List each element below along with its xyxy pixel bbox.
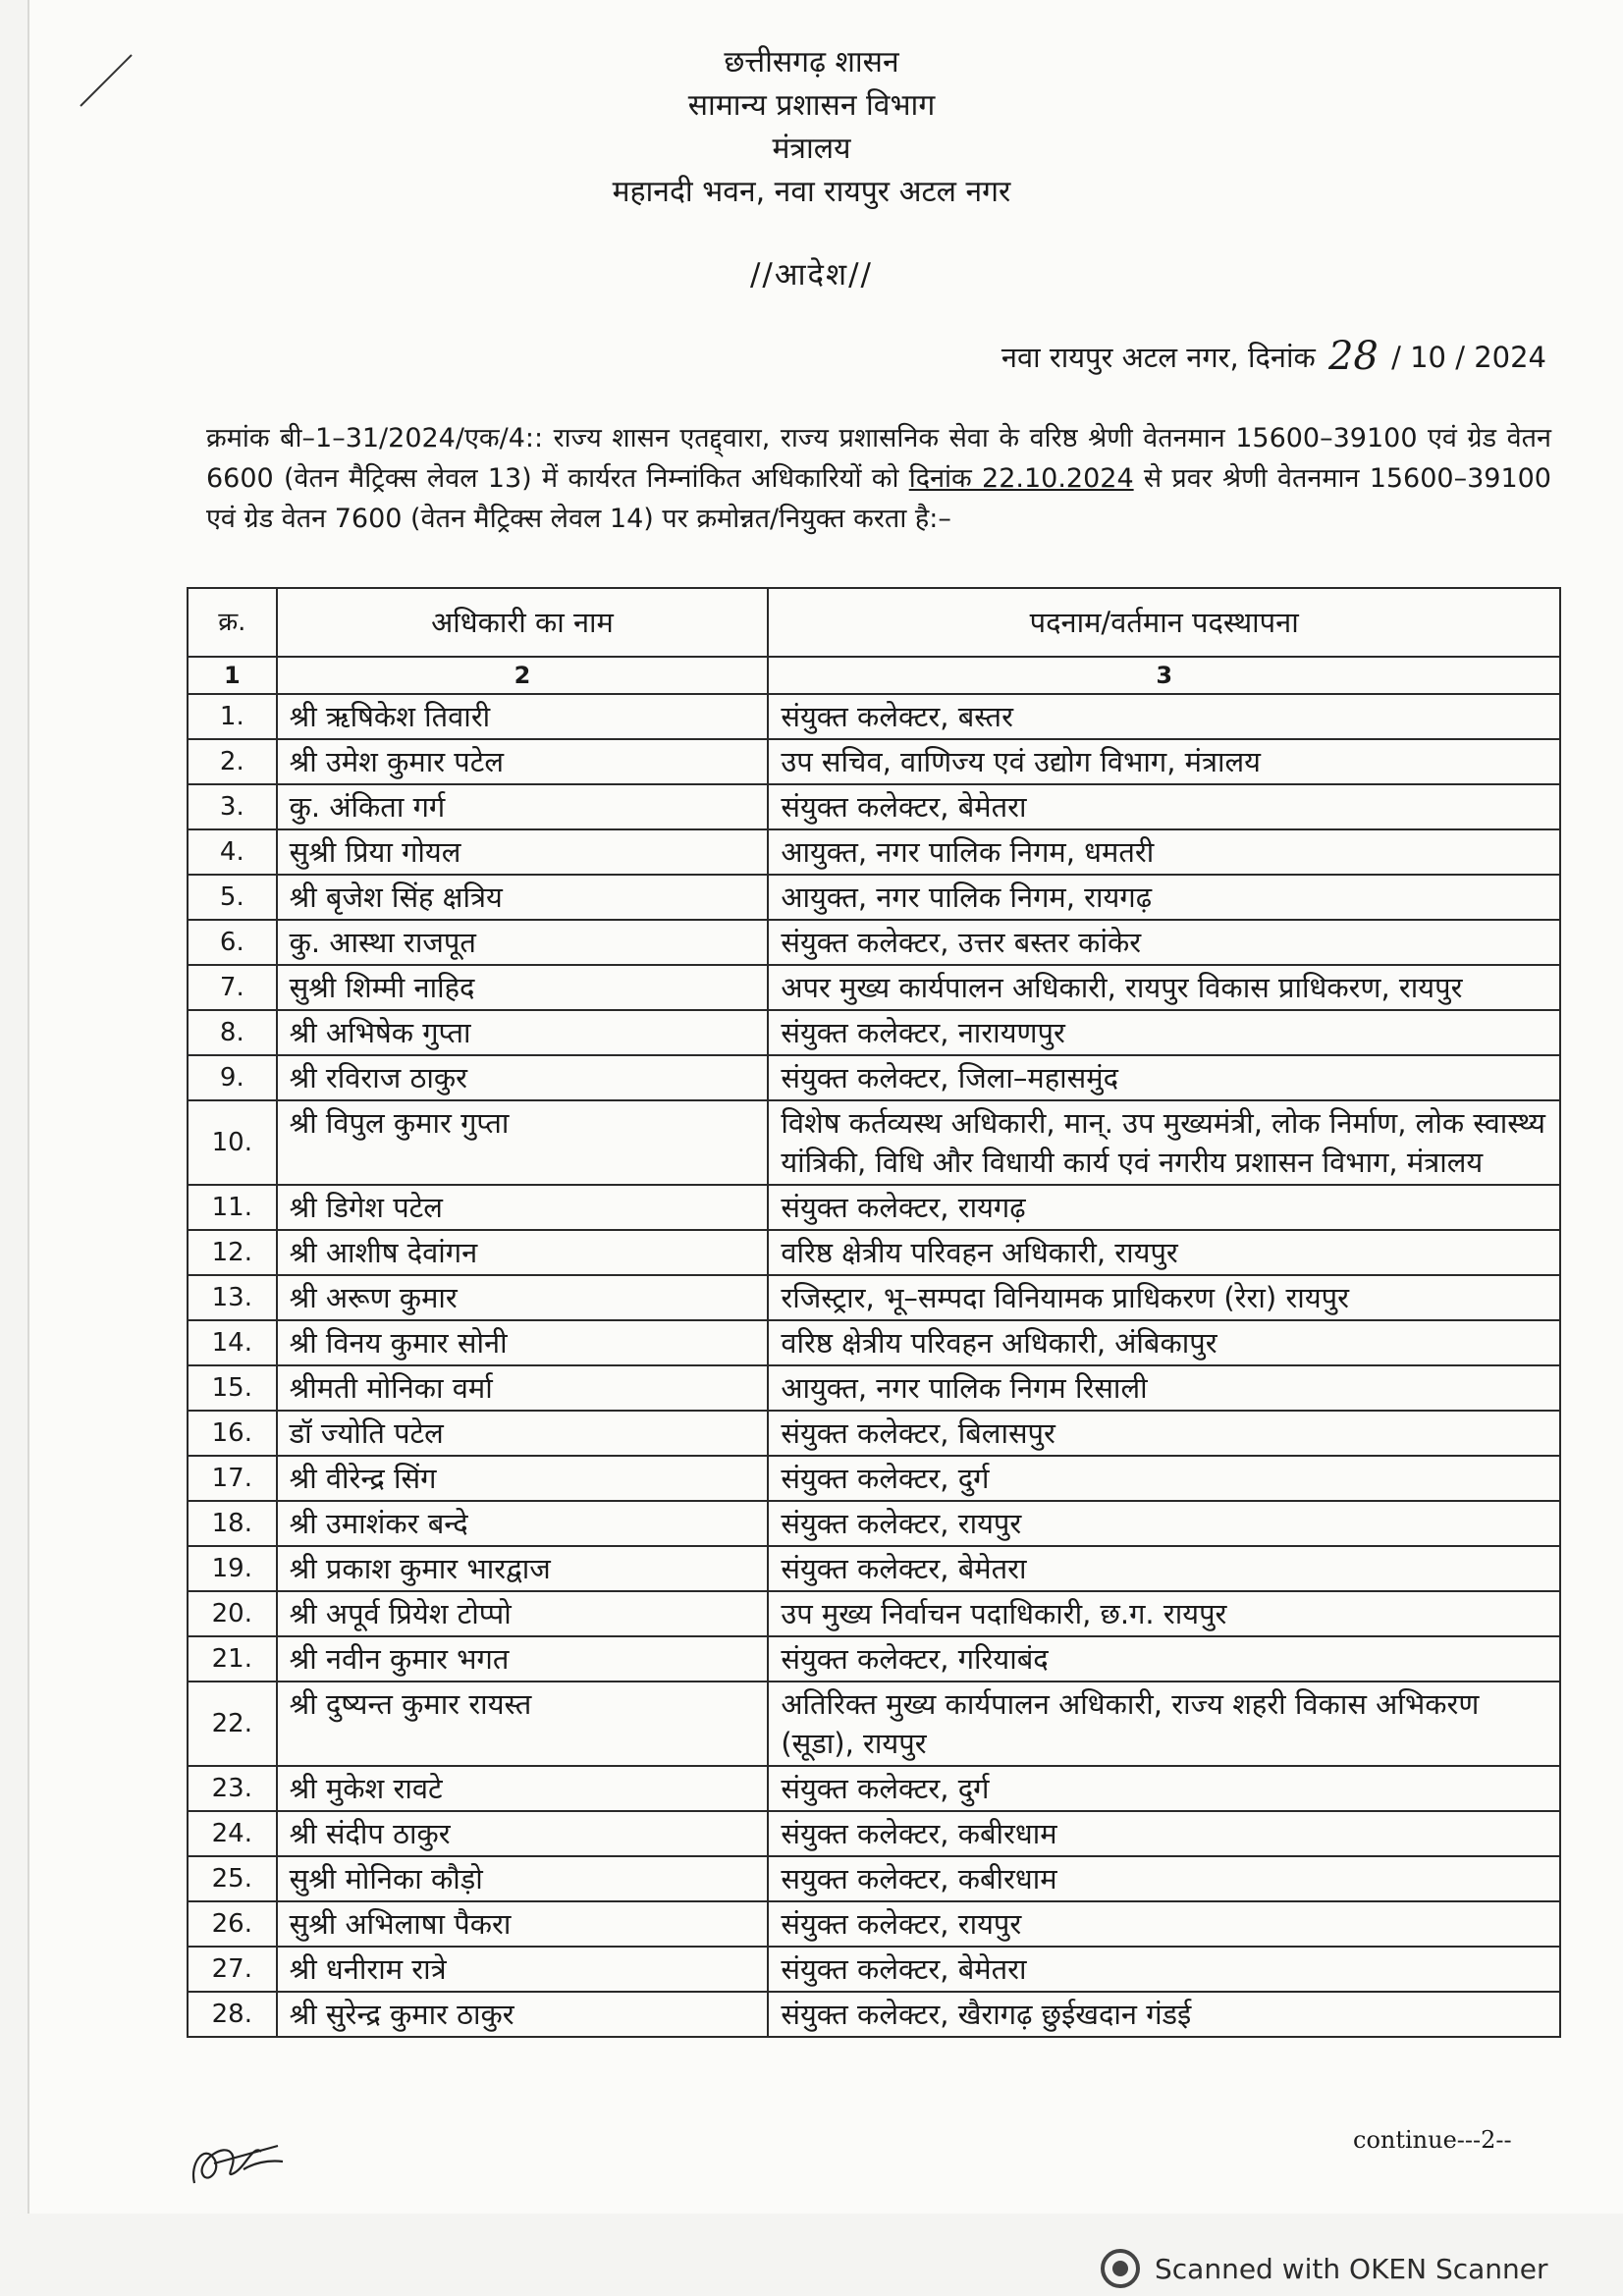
designation: संयुक्त कलेक्टर, रायगढ़ xyxy=(768,1185,1560,1230)
designation: विशेष कर्तव्यस्थ अधिकारी, मान्. उप मुख्यमंत्री, लोक निर्माण, लोक स्वास्थ्य यांत्रिकी, विधि और विधायी कार्य एवं नगरीय प्रशासन विभाग, मंत्रालय xyxy=(768,1100,1560,1185)
serial-number: 1. xyxy=(188,694,277,739)
scanner-text: Scanned with OKEN Scanner xyxy=(1155,2252,1548,2285)
officer-name: श्री उमाशंकर बन्दे xyxy=(277,1501,769,1546)
serial-number: 28. xyxy=(188,1992,277,2037)
designation: संयुक्त कलेक्टर, बिलासपुर xyxy=(768,1411,1560,1456)
officer-name: सुश्री शिम्मी नाहिद xyxy=(277,965,769,1010)
officer-name: श्री प्रकाश कुमार भारद्वाज xyxy=(277,1546,769,1591)
column-number: 2 xyxy=(277,657,769,694)
table-row xyxy=(188,1055,1560,1100)
designation: संयुक्त कलेक्टर, उत्तर बस्तर कांकेर xyxy=(768,920,1560,965)
designation: संयुक्त कलेक्टर, नारायणपुर xyxy=(768,1010,1560,1055)
table-row xyxy=(188,1100,1560,1185)
officer-name: श्री अरूण कुमार xyxy=(277,1275,769,1320)
officer-name: श्री उमेश कुमार पटेल xyxy=(277,739,769,784)
designation: संयुक्त कलेक्टर, रायपुर xyxy=(768,1901,1560,1947)
table-row xyxy=(188,1901,1560,1947)
officer-name: श्री धनीराम रात्रे xyxy=(277,1947,769,1992)
serial-number: 15. xyxy=(188,1365,277,1411)
officer-name: कु. आस्था राजपूत xyxy=(277,920,769,965)
table-row xyxy=(188,1636,1560,1682)
serial-number: 24. xyxy=(188,1811,277,1856)
designation: आयुक्त, नगर पालिक निगम रिसाली xyxy=(768,1365,1560,1411)
designation: संयुक्त कलेक्टर, रायपुर xyxy=(768,1501,1560,1546)
serial-number: 7. xyxy=(188,965,277,1010)
table-row xyxy=(188,1010,1560,1055)
table-row xyxy=(188,739,1560,784)
table-row xyxy=(188,1992,1560,2037)
effective-date: दिनांक 22.10.2024 xyxy=(908,463,1134,494)
table-row xyxy=(188,784,1560,829)
table-row xyxy=(188,1501,1560,1546)
table-row xyxy=(188,1766,1560,1811)
date-prefix: नवा रायपुर अटल नगर, दिनांक xyxy=(1001,341,1316,374)
table-row xyxy=(188,1365,1560,1411)
serial-number: 20. xyxy=(188,1591,277,1636)
officer-name: श्री आशीष देवांगन xyxy=(277,1230,769,1275)
continue-note: continue---2-- xyxy=(1353,2126,1512,2154)
table-row xyxy=(188,1275,1560,1320)
officer-name: श्री वीरेन्द्र सिंग xyxy=(277,1456,769,1501)
officer-name: श्री नवीन कुमार भगत xyxy=(277,1636,769,1682)
serial-number: 16. xyxy=(188,1411,277,1456)
header-serial: क्र. xyxy=(188,588,277,657)
header-state: छत्तीसगढ़ शासन xyxy=(724,45,899,80)
designation: उप मुख्य निर्वाचन पदाधिकारी, छ.ग. रायपुर xyxy=(768,1591,1560,1636)
designation: संयुक्त कलेक्टर, दुर्ग xyxy=(768,1766,1560,1811)
table-row xyxy=(188,1856,1560,1901)
officer-name: श्री सुरेन्द्र कुमार ठाकुर xyxy=(277,1992,769,2037)
officer-name: श्री डिगेश पटेल xyxy=(277,1185,769,1230)
designation: संयुक्त कलेक्टर, गरियाबंद xyxy=(768,1636,1560,1682)
designation: आयुक्त, नगर पालिक निगम, धमतरी xyxy=(768,829,1560,875)
order-title: //आदेश// xyxy=(749,257,873,293)
serial-number: 25. xyxy=(188,1856,277,1901)
officer-name: कु. अंकिता गर्ग xyxy=(277,784,769,829)
date-rest: / 10 / 2024 xyxy=(1391,341,1546,374)
document-header xyxy=(0,41,1623,214)
serial-number: 3. xyxy=(188,784,277,829)
officers-table xyxy=(187,587,1561,2038)
table-row xyxy=(188,829,1560,875)
header-designation: पदनाम/वर्तमान पदस्थापना xyxy=(768,588,1560,657)
table-row xyxy=(188,1411,1560,1456)
officer-name: श्री अभिषेक गुप्ता xyxy=(277,1010,769,1055)
table-row xyxy=(188,1230,1560,1275)
officer-name: श्री संदीप ठाकुर xyxy=(277,1811,769,1856)
table-header-row xyxy=(188,588,1560,657)
column-number: 1 xyxy=(188,657,277,694)
scanner-watermark xyxy=(1100,2248,1548,2289)
header-department: सामान्य प्रशासन विभाग xyxy=(687,88,936,123)
order-date xyxy=(1001,332,1546,377)
designation: अतिरिक्त मुख्य कार्यपालन अधिकारी, राज्य शहरी विकास अभिकरण (सूडा), रायपुर xyxy=(768,1682,1560,1766)
officer-name: सुश्री प्रिया गोयल xyxy=(277,829,769,875)
designation: उप सचिव, वाणिज्य एवं उद्योग विभाग, मंत्रालय xyxy=(768,739,1560,784)
designation: संयुक्त कलेक्टर, खैरागढ़ छुईखदान गंडई xyxy=(768,1992,1560,2037)
designation: वरिष्ठ क्षेत्रीय परिवहन अधिकारी, रायपुर xyxy=(768,1230,1560,1275)
serial-number: 10. xyxy=(188,1100,277,1185)
serial-number: 11. xyxy=(188,1185,277,1230)
table-row xyxy=(188,920,1560,965)
header-address: महानदी भवन, नवा रायपुर अटल नगर xyxy=(612,175,1011,209)
designation: संयुक्त कलेक्टर, बेमेतरा xyxy=(768,1546,1560,1591)
serial-number: 14. xyxy=(188,1320,277,1365)
order-paragraph xyxy=(206,418,1551,539)
date-day-handwritten: 28 xyxy=(1327,334,1379,379)
officer-name: डॉ ज्योति पटेल xyxy=(277,1411,769,1456)
header-ministry: मंत्रालय xyxy=(772,132,851,166)
paragraph-part2: से प्रवर श्रेणी वेतनमान 15600–39100 एवं ग्रेड वेतन 7600 (वेतन मैट्रिक्स लेवल 14) पर क्रमोन्नत/नियुक्त करता है:– xyxy=(206,463,1551,534)
serial-number: 13. xyxy=(188,1275,277,1320)
serial-number: 2. xyxy=(188,739,277,784)
serial-number: 18. xyxy=(188,1501,277,1546)
column-number-row xyxy=(188,657,1560,694)
table-row xyxy=(188,694,1560,739)
column-number: 3 xyxy=(768,657,1560,694)
designation: आयुक्त, नगर पालिक निगम, रायगढ़ xyxy=(768,875,1560,920)
designation: संयुक्त कलेक्टर, बेमेतरा xyxy=(768,1947,1560,1992)
designation: संयुक्त कलेक्टर, दुर्ग xyxy=(768,1456,1560,1501)
serial-number: 22. xyxy=(188,1682,277,1766)
officer-name: श्री अपूर्व प्रियेश टोप्पो xyxy=(277,1591,769,1636)
officer-name: सुश्री मोनिका कौड़ो xyxy=(277,1856,769,1901)
designation: सयुक्त कलेक्टर, कबीरधाम xyxy=(768,1856,1560,1901)
officer-name: श्री ऋषिकेश तिवारी xyxy=(277,694,769,739)
designation: रजिस्ट्रार, भू–सम्पदा विनियामक प्राधिकरण (रेरा) रायपुर xyxy=(768,1275,1560,1320)
serial-number: 12. xyxy=(188,1230,277,1275)
officer-name: श्री विपुल कुमार गुप्ता xyxy=(277,1100,769,1185)
paragraph-part1: क्रमांक बी–1–31/2024/एक/4:: राज्य शासन एतद्द्वारा, राज्य प्रशासनिक सेवा के वरिष्ठ श्रेणी वेतनमान 15600–39100 एवं ग्रेड वेतन 6600 (वेतन मैट्रिक्स लेवल 13) में कार्यरत निम्नांकित अधिकारियों को xyxy=(206,423,1551,494)
serial-number: 6. xyxy=(188,920,277,965)
serial-number: 21. xyxy=(188,1636,277,1682)
officer-name: श्री दुष्यन्त कुमार रायस्त xyxy=(277,1682,769,1766)
table-row xyxy=(188,1811,1560,1856)
serial-number: 8. xyxy=(188,1010,277,1055)
serial-number: 17. xyxy=(188,1456,277,1501)
designation: वरिष्ठ क्षेत्रीय परिवहन अधिकारी, अंबिकापुर xyxy=(768,1320,1560,1365)
table-row xyxy=(188,1546,1560,1591)
officer-name: श्रीमती मोनिका वर्मा xyxy=(277,1365,769,1411)
table-row xyxy=(188,965,1560,1010)
table-row xyxy=(188,1682,1560,1766)
serial-number: 23. xyxy=(188,1766,277,1811)
officer-name: श्री मुकेश रावटे xyxy=(277,1766,769,1811)
signature xyxy=(185,2124,293,2193)
serial-number: 26. xyxy=(188,1901,277,1947)
serial-number: 5. xyxy=(188,875,277,920)
table-row xyxy=(188,1185,1560,1230)
table-row xyxy=(188,1947,1560,1992)
serial-number: 4. xyxy=(188,829,277,875)
oken-scanner-logo-icon xyxy=(1100,2248,1141,2289)
officer-name: श्री रविराज ठाकुर xyxy=(277,1055,769,1100)
designation: संयुक्त कलेक्टर, कबीरधाम xyxy=(768,1811,1560,1856)
table-row xyxy=(188,875,1560,920)
designation: संयुक्त कलेक्टर, जिला–महासमुंद xyxy=(768,1055,1560,1100)
serial-number: 27. xyxy=(188,1947,277,1992)
officer-name: श्री बृजेश सिंह क्षत्रिय xyxy=(277,875,769,920)
designation: अपर मुख्य कार्यपालन अधिकारी, रायपुर विकास प्राधिकरण, रायपुर xyxy=(768,965,1560,1010)
serial-number: 9. xyxy=(188,1055,277,1100)
header-officer-name: अधिकारी का नाम xyxy=(277,588,769,657)
designation: संयुक्त कलेक्टर, बेमेतरा xyxy=(768,784,1560,829)
designation: संयुक्त कलेक्टर, बस्तर xyxy=(768,694,1560,739)
officer-name: श्री विनय कुमार सोनी xyxy=(277,1320,769,1365)
serial-number: 19. xyxy=(188,1546,277,1591)
table-row xyxy=(188,1591,1560,1636)
table-row xyxy=(188,1456,1560,1501)
table-row xyxy=(188,1320,1560,1365)
officer-name: सुश्री अभिलाषा पैकरा xyxy=(277,1901,769,1947)
